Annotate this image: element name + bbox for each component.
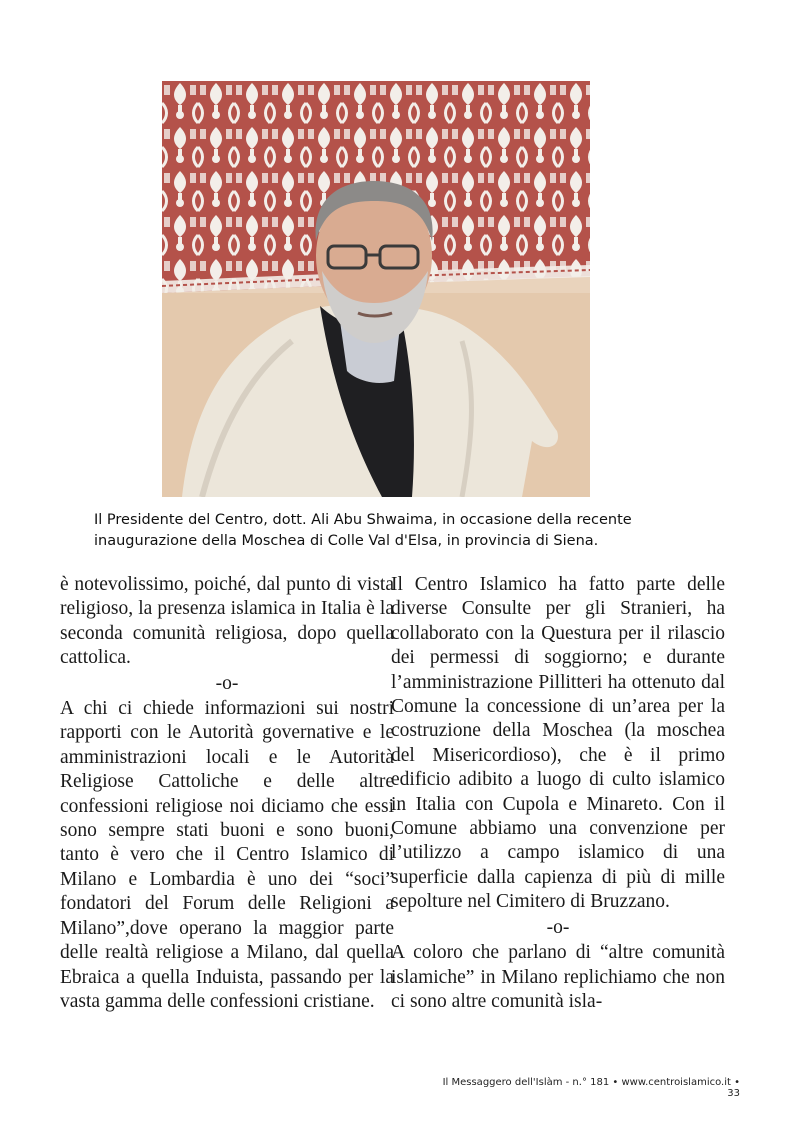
caption-line-2: inaugurazione della Moschea di Colle Val d'Elsa, in provincia di Siena. (94, 533, 599, 549)
left-column (60, 573, 394, 1014)
right-paragraph-2: A coloro che parlano di “altre comunità islamiche” in Milano replichiamo che non ci sono altre comunità isla- (391, 942, 725, 1012)
right-separator: -o- (546, 916, 570, 938)
portrait-illustration (162, 81, 590, 497)
left-separator: -o- (215, 672, 239, 694)
left-paragraph-2: A chi ci chiede informazioni sui nostri rapporti con le Autorità governative e le amministrazioni locali e le Autorità Religiose Cattoliche e delle altre confessioni religiose noi diciamo che essi sono sempre stati buoni e sono buoni, tanto è vero che il Centro Islamico di Milano e Lombardia è uno dei “soci” fondatori del Forum delle Religioni a Milano”,dove operano la maggior parte delle realtà religiose a Milano, dal quella Ebraica a quella Induista, passando per la vasta gamma delle confessioni cristiane. (60, 698, 394, 1012)
portrait-photo (162, 81, 590, 497)
right-column (391, 573, 725, 1014)
photo-caption (94, 510, 714, 552)
left-paragraph-1: è notevolissimo, poiché, dal punto di vista religioso, la presenza islamica in Italia è la seconda comunità religiosa, dopo quella cattolica. (60, 574, 394, 669)
page-footer: Il Messaggero dell'Islàm - n.° 181 • www.centroislamico.it • 33 (442, 1077, 740, 1099)
right-paragraph-1: Il Centro Islamico ha fatto parte delle diverse Consulte per gli Stranieri, ha collaborato con la Questura per il rilascio dei permessi di soggiorno; e durante l’amministrazione Pillitteri ha ottenuto dal Comune la concessione di un’area per la costruzione della Moschea (la moschea del Misericordioso), che è il primo edificio adibito a luogo di culto islamico in Italia con Cupola e Minareto. Con il Comune abbiamo una convenzione per l’utilizzo a campo islamico di una superficie dalla capienza di più di mille sepolture nel Cimitero di Bruzzano. (391, 574, 725, 913)
caption-line-1: Il Presidente del Centro, dott. Ali Abu Shwaima, in occasione della recente (94, 512, 632, 528)
